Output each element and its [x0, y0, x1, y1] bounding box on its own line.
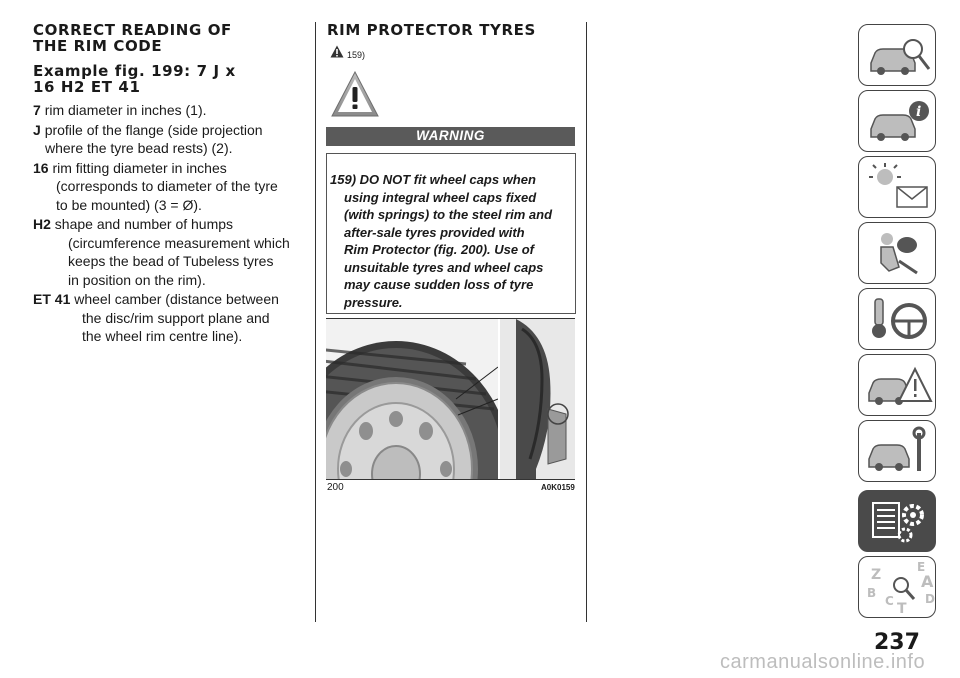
alphabetical-index-icon: [859, 557, 937, 619]
figure-rim-protector-tyre: [326, 318, 575, 480]
definition-term: J: [33, 121, 41, 138]
tab-servicing-care[interactable]: [858, 420, 936, 482]
warning-line: after-sale tyres provided with: [344, 224, 525, 240]
key-steering-wheel-icon: [859, 289, 937, 351]
figure-code: A0K0159: [541, 483, 575, 492]
figure-number: 200: [327, 482, 344, 493]
tab-getting-to-know-car[interactable]: [858, 24, 936, 86]
warning-small-icon: [330, 45, 344, 63]
svg-text:i: i: [916, 104, 922, 120]
car-search-icon: [859, 25, 937, 87]
warning-lights-icon: [859, 157, 937, 219]
definition-term: 16: [33, 159, 49, 176]
car-service-icon: [859, 421, 937, 483]
warning-reference: 159): [347, 50, 366, 60]
heading-line: THE RIM CODE: [33, 37, 163, 55]
warning-header: WARNING: [326, 127, 575, 146]
section-heading-rim-code: [33, 22, 303, 54]
tab-index[interactable]: [858, 556, 936, 618]
definition-text: profile of the flange (side projection: [44, 121, 263, 138]
definition-item: [33, 159, 303, 215]
definition-text: rim diameter in inches (1).: [44, 102, 207, 118]
definition-term: ET 41: [33, 291, 71, 307]
airbag-passenger-icon: [859, 223, 937, 285]
definition-list: [33, 101, 303, 346]
heading-line: Example fig. 199: 7 J x: [33, 62, 236, 80]
definition-text: to be mounted) (3 = Ø).: [56, 196, 202, 213]
definition-text: shape and number of humps: [54, 216, 234, 232]
tab-warning-lights[interactable]: [858, 156, 936, 218]
definition-text: rim fitting diameter in inches: [52, 159, 227, 176]
warning-line: pressure.: [344, 294, 403, 310]
section-heading-rim-protector: RIM PROTECTOR TYRES: [327, 21, 536, 39]
svg-text:A: A: [921, 572, 934, 591]
definition-text: (corresponds to diameter of the tyre: [56, 178, 278, 194]
definition-text: the disc/rim support plane and: [82, 309, 270, 326]
definition-item: [33, 215, 303, 289]
svg-text:T: T: [897, 601, 907, 617]
warning-line: using integral wheel caps fixed: [344, 189, 537, 205]
tyre-illustration: [326, 319, 575, 479]
definition-text: in position on the rim).: [68, 271, 206, 288]
definition-term: 7: [33, 102, 41, 118]
definition-text: keeps the bead of Tubeless tyres: [68, 253, 274, 269]
warning-triangle-icon: [330, 70, 380, 125]
watermark: carmanualsonline.info: [720, 651, 926, 673]
definition-item: [33, 101, 303, 120]
definition-text: where the tyre bead rests) (2).: [45, 140, 233, 156]
definition-text: (circumference measurement which: [68, 234, 290, 251]
heading-line: 16 H2 ET 41: [33, 78, 141, 96]
warning-line: (with springs) to the steel rim and: [344, 207, 553, 222]
car-accident-icon: [859, 355, 937, 417]
warning-line: 159) DO NOT fit wheel caps when: [330, 172, 536, 187]
tab-safety[interactable]: [858, 222, 936, 284]
column-divider: [315, 22, 316, 622]
svg-text:E: E: [917, 560, 926, 574]
section-heading-example: [33, 63, 303, 95]
definition-text: the wheel rim centre line).: [82, 328, 243, 344]
definition-term: H2: [33, 216, 51, 232]
tab-knowing-instrument-panel[interactable]: [858, 90, 936, 152]
definition-text: wheel camber (distance between: [74, 291, 279, 307]
tab-technical-data[interactable]: [858, 490, 936, 552]
column-divider: [586, 22, 587, 622]
warning-text: [330, 171, 575, 311]
tab-in-an-emergency[interactable]: [858, 354, 936, 416]
car-info-icon: [859, 91, 937, 153]
svg-text:D: D: [925, 592, 935, 606]
warning-line: Rim Protector (fig. 200). Use of: [344, 242, 534, 257]
warning-line: may cause sudden loss of tyre: [344, 277, 534, 292]
technical-data-icon: [859, 491, 937, 553]
definition-item: [33, 121, 303, 158]
left-column: [33, 22, 303, 347]
svg-text:B: B: [867, 586, 877, 600]
definition-item: [33, 290, 303, 346]
tab-starting-driving[interactable]: [858, 288, 936, 350]
warning-line: unsuitable tyres and wheel caps: [344, 259, 544, 275]
heading-line: CORRECT READING OF: [33, 21, 232, 39]
svg-text:C: C: [885, 594, 894, 608]
page-number: 237: [874, 630, 920, 655]
svg-text:Z: Z: [871, 567, 882, 583]
